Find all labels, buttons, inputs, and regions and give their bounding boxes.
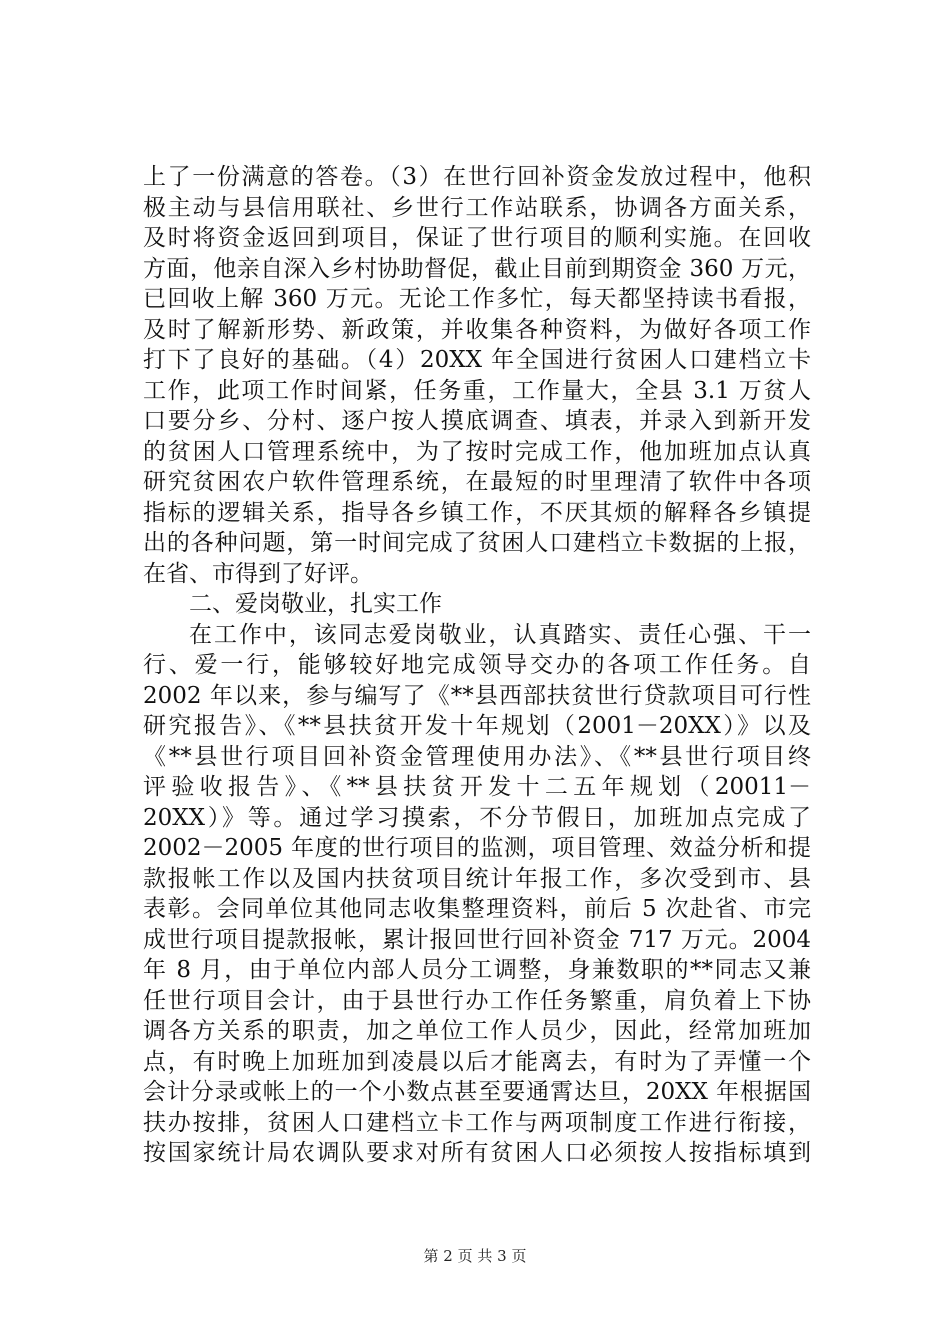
text-line: 指标的逻辑关系，指导各乡镇工作，不厌其烦的解释各乡镇提 (143, 499, 811, 526)
text-line: 会计分录或帐上的一个小数点甚至要通霄达旦，20XX 年根据国 (143, 1079, 811, 1105)
text-line: 任世行项目会计，由于县世行办工作任务繁重，肩负着上下协 (143, 987, 811, 1014)
text-line: 及时了解新形势、新政策，并收集各种资料，为做好各项工作 (143, 316, 811, 343)
paragraph-2 (143, 620, 811, 1169)
text-line: 及时将资金返回到项目，保证了世行项目的顺利实施。在回收 (143, 225, 811, 251)
text-line: 已回收上解 360 万元。无论工作多忙，每天都坚持读书看报， (143, 286, 811, 312)
text-line: 在省、市得到了好评。 (143, 560, 373, 587)
text-line: 扶办按排，贫困人口建档立卡工作与两项制度工作进行衔接， (143, 1109, 811, 1136)
page-number-footer: 第 2 页 共 3 页 (423, 1247, 527, 1265)
text-line: 表彰。会同单位其他同志收集整理资料，前后 5 次赴省、市完 (143, 896, 811, 922)
text-line: 方面，他亲自深入乡村协助督促，截止目前到期资金 360 万元， (143, 255, 811, 282)
text-line: 《**县世行项目回补资金管理使用办法》、《**县世行项目终 (143, 743, 811, 770)
text-line: 工作，此项工作时间紧，任务重，工作量大，全县 3.1 万贫人 (143, 377, 811, 404)
text-line: 按国家统计局农调队要求对所有贫困人口必须按人按指标填到 (143, 1140, 811, 1166)
text-line: 2002－2005 年度的世行项目的监测，项目管理、效益分析和提 (143, 835, 811, 861)
text-line: 在工作中，该同志爱岗敬业，认真踏实、责任心强、干一 (189, 621, 811, 648)
text-line: 款报帐工作以及国内扶贫项目统计年报工作，多次受到市、县 (143, 865, 811, 892)
document-body (143, 162, 811, 1169)
text-line: 极主动与县信用联社、乡世行工作站联系，协调各方面关系， (143, 194, 811, 221)
text-line: 口要分乡、分村、逐户按人摸底调查、填表，并录入到新开发 (143, 408, 811, 434)
text-line: 研究报告》、《**县扶贫开发十年规划（2001－20XX）》以及 (143, 713, 811, 739)
text-line: 出的各种问题，第一时间完成了贫困人口建档立卡数据的上报， (143, 530, 811, 556)
text-line: 成世行项目提款报帐，累计报回世行回补资金 717 万元。2004 (143, 926, 811, 953)
paragraph-1 (143, 162, 811, 589)
text-line: 的贫困人口管理系统中，为了按时完成工作，他加班加点认真 (143, 438, 811, 465)
text-line: 20XX）》等。通过学习摸索，不分节假日，加班加点完成了 (143, 804, 811, 831)
text-line: 研究贫困农户软件管理系统，在最短的时里理清了软件中各项 (143, 469, 811, 495)
text-line: 2002 年以来，参与编写了《**县西部扶贫世行贷款项目可行性 (143, 682, 811, 709)
text-line: 打下了良好的基础。（4）20XX 年全国进行贫困人口建档立卡 (143, 347, 811, 373)
section-heading: 二、爱岗敬业，扎实工作 (189, 591, 442, 617)
text-line: 年 8 月，由于单位内部人员分工调整，身兼数职的**同志又兼 (143, 957, 811, 983)
text-line: 行、爱一行，能够较好地完成领导交办的各项工作任务。自 (143, 652, 811, 678)
text-line: 上了一份满意的答卷。（3）在世行回补资金发放过程中，他积 (143, 164, 811, 190)
text-line: 评验收报告》、《**县扶贫开发十二五年规划（20011－ (143, 774, 811, 800)
text-line: 点，有时晚上加班加到凌晨以后才能离去，有时为了弄懂一个 (143, 1048, 811, 1075)
text-line: 调各方关系的职责，加之单位工作人员少，因此，经常加班加 (143, 1018, 811, 1044)
